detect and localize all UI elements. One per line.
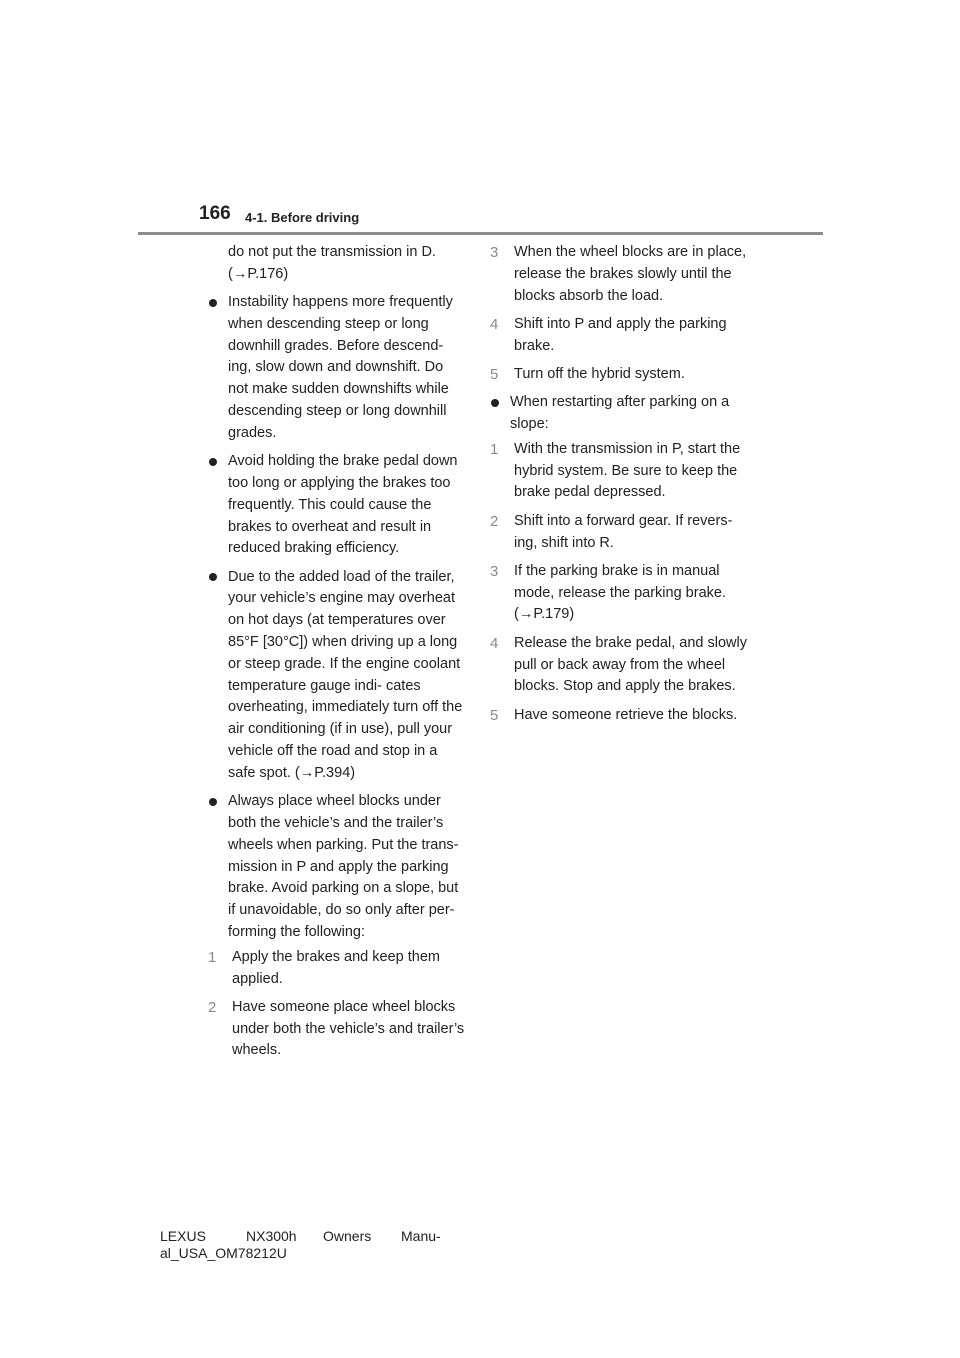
header-rule — [138, 232, 823, 235]
page-header — [0, 0, 960, 240]
bullet-dot-icon — [209, 299, 217, 307]
step-item — [208, 997, 466, 1062]
step-number: 5 — [490, 365, 499, 383]
bullet-text: Due to the added load of the trailer, your vehicle’s engine may overheat on hot days (at temperatures over 85°F [30°C]) when driving up a long or steep grade. If the engine coolant temperature gauge indi- cates overheating, immediately turn off the air conditioning (if in use), pull your vehicle off the road and stop in a safe spot. (→P.394) — [228, 568, 463, 781]
step-number: 1 — [490, 440, 499, 458]
step-item — [490, 705, 748, 727]
step-text: Shift into P and apply the parking brake. — [514, 315, 727, 354]
step-number: 4 — [490, 315, 499, 333]
step-number: 4 — [490, 634, 499, 652]
bullet-text: Instability happens more frequently when descending steep or long downhill grades. Before descend- ing, slow down and downshift. Do not make sudden downshifts while descending steep or long downhill grades. — [228, 294, 453, 441]
step-item — [490, 314, 748, 358]
bullet-text: Always place wheel blocks under both the vehicle’s and the trailer’s wheels when parking. Put the trans- mission in P and apply the parking brake. Avoid parking on a slope, but if unavoidable, do so only after per- forming the following: — [228, 793, 459, 940]
bullet-text: When restarting after parking on a slope: — [510, 394, 730, 433]
right-column — [490, 242, 748, 733]
bullet-dot-icon — [209, 458, 217, 466]
page-footer — [160, 1228, 441, 1262]
footer-word: LEXUS — [160, 1228, 206, 1244]
footer-word: Owners — [323, 1228, 372, 1244]
section-title: 4-1. Before driving — [245, 210, 360, 225]
step-item — [490, 633, 748, 698]
step-text: Apply the brakes and keep them applied. — [232, 948, 440, 987]
footer-line-1 — [160, 1228, 441, 1245]
intro-line-1: do not put the transmission in D. — [228, 244, 436, 260]
step-number: 2 — [208, 998, 217, 1016]
step-item — [490, 364, 748, 386]
step-item — [490, 561, 748, 626]
step-text: Turn off the hybrid system. — [514, 365, 685, 382]
step-item — [490, 439, 748, 504]
bullet-text: Avoid holding the brake pedal down too long or applying the brakes too frequently. This could cause the brakes to overheat and result in reduced braking efficiency. — [228, 453, 458, 557]
step-text: If the parking brake is in manual mode, release the parking brake. (→P.179) — [514, 562, 726, 623]
step-text: With the transmission in P, start the hybrid system. Be sure to keep the brake pedal depressed. — [514, 440, 741, 501]
step-text: Shift into a forward gear. If revers- ing, shift into R. — [514, 512, 733, 551]
step-item — [490, 242, 748, 307]
step-text: Release the brake pedal, and slowly pull or back away from the wheel blocks. Stop and apply the brakes. — [514, 634, 747, 695]
footer-word: Manu- — [401, 1228, 441, 1244]
step-text: When the wheel blocks are in place, release the brakes slowly until the blocks absorb the load. — [514, 244, 747, 304]
bullet-item — [208, 567, 466, 785]
step-text: Have someone place wheel blocks under both the vehicle’s and trailer’s wheels. — [232, 998, 465, 1059]
bullet-dot-icon — [209, 573, 217, 581]
step-number: 1 — [208, 948, 217, 966]
left-column — [208, 242, 466, 1069]
step-number: 2 — [490, 512, 499, 530]
intro-text — [208, 242, 466, 286]
step-number: 3 — [490, 562, 499, 580]
step-number: 3 — [490, 244, 499, 261]
page-number: 166 — [199, 203, 231, 224]
bullet-item — [490, 392, 748, 436]
footer-line-2: al_USA_OM78212U — [160, 1245, 287, 1261]
step-item — [490, 511, 748, 555]
intro-line-2: (→P.176) — [228, 265, 289, 282]
bullet-item — [208, 292, 466, 445]
bullet-dot-icon — [209, 798, 217, 806]
bullet-item — [208, 791, 466, 944]
step-item — [208, 947, 466, 991]
step-text: Have someone retrieve the blocks. — [514, 706, 738, 723]
bullet-item — [208, 451, 466, 560]
step-number: 5 — [490, 706, 499, 724]
footer-word: NX300h — [246, 1228, 297, 1244]
bullet-dot-icon — [491, 399, 499, 407]
